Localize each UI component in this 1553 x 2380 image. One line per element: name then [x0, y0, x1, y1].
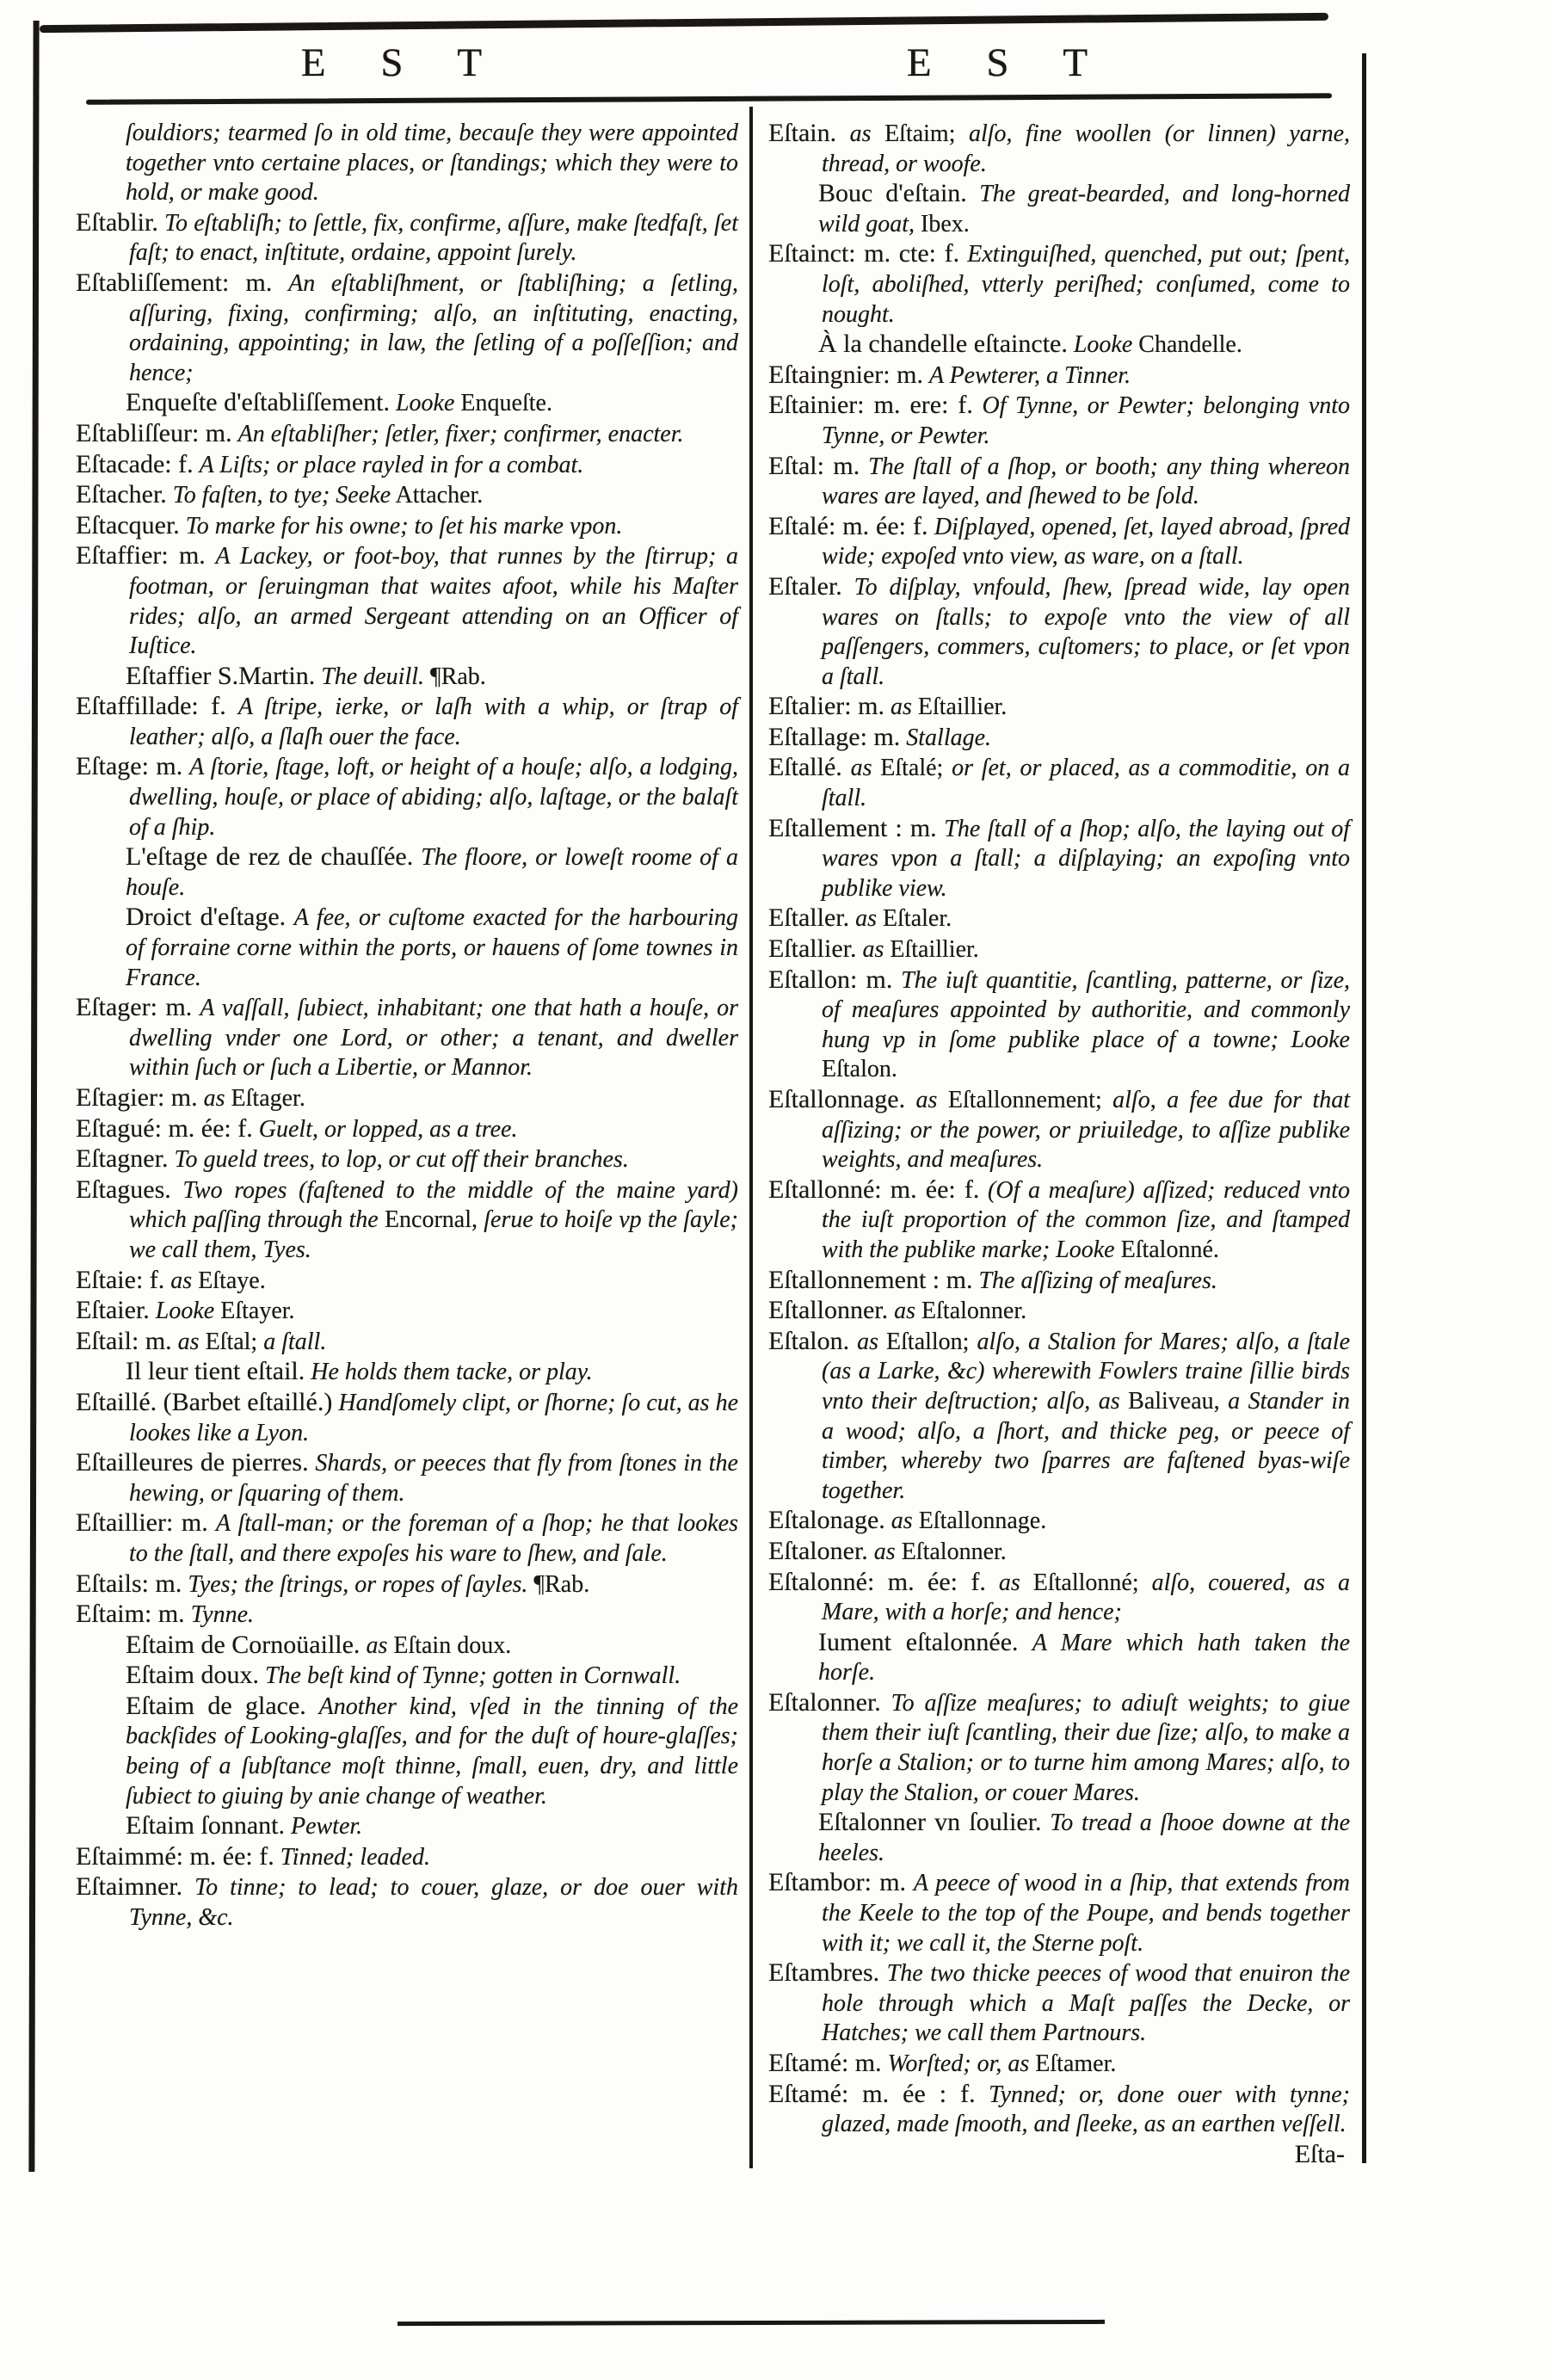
entry-definition: Stallage.: [906, 724, 992, 751]
entry-headword: Eſtain.: [768, 119, 837, 147]
entry-definition: (Of a meaſure) aſſized; reduced vnto the iuſt proportion of the common ſize, and ſtamped with the publike marke; Looke: [822, 1176, 1351, 1263]
dictionary-entry: [76, 1872, 738, 1933]
entry-definition: To marke for his owne; to ſet his marke vpon.: [185, 512, 623, 540]
entry-headword: Eſtager: m.: [76, 993, 193, 1022]
entry-headword: Eſtaim: m.: [76, 1600, 185, 1629]
entry-headword: Eſtallier.: [768, 934, 857, 964]
entry-definition: alſo, a fee due for that aſſizing; or the power, or priuiledge, to aſſize publike weights, and meaſures.: [822, 1087, 1351, 1174]
entry-definition: To eſtabliſh; to ſettle, fix, confirme, aſſure, make ſtedfaſt, ſet faſt; to enact, inſtitute, ordaine, appoint ſurely.: [129, 209, 738, 267]
entry-definition: Eſtaillier.: [890, 936, 979, 964]
entry-definition: Enqueſte.: [460, 390, 552, 417]
dictionary-entry: [76, 1842, 738, 1873]
dictionary-entry: [768, 239, 1350, 330]
entry-definition: A fee, or cuſtome exacted for the harbouring of forraine corne within the ports, or hauens of ſome townes in France.: [126, 904, 738, 991]
entry-definition: A vaſſall, ſubiect, inhabitant; one that hath a houſe, or dwelling vnder one Lord, or other; a tenant, and dweller within ſuch or ſuch a Libertie, or Mannor.: [129, 995, 738, 1082]
entry-definition: A ſtall-man; or the foreman of a ſhop; he that lookes to the ſtall, and there expoſes his ware to ſhew, and ſale.: [129, 1510, 739, 1567]
dictionary-entry: [768, 692, 1350, 723]
entry-definition: Of Tynne, or Pewter; belonging vnto Tynne, or Pewter.: [822, 392, 1351, 449]
entry-definition: as: [862, 936, 884, 964]
entry-definition: alſo, fine woollen (or linnen) yarne, thread, or woofe.: [822, 120, 1350, 177]
entry-headword: Eſtagues.: [76, 1175, 171, 1204]
entry-definition: Guelt, or lopped, as a tree.: [258, 1115, 518, 1143]
entry-definition: Eſtayer.: [220, 1298, 295, 1325]
dictionary-entry: [76, 752, 738, 842]
entry-headword: Eſtamé: m.: [768, 2049, 882, 2077]
dictionary-entry: [768, 965, 1350, 1085]
page-border-left: [28, 21, 39, 2172]
entry-headword: Eſtallonner.: [768, 1296, 889, 1325]
dictionary-entry: [76, 692, 738, 752]
column-divider: [749, 107, 753, 2168]
dictionary-entry: [768, 119, 1350, 179]
entry-headword: Eſtacquer.: [76, 510, 180, 540]
dictionary-entry: [76, 1388, 738, 1448]
entry-headword: Eſtaimner.: [76, 1872, 183, 1902]
entry-definition: To faſten, to tye; Seeke: [172, 482, 391, 509]
entry-headword: Eſtacher.: [76, 480, 167, 509]
entry-definition: The ſtall of a ſhop; alſo, the laying out of wares vpon a ſtall; a diſplaying; an expoſing vnto publike view.: [822, 815, 1351, 902]
entry-headword: Eſtaim de Cornoüaille.: [126, 1630, 361, 1659]
entry-definition: Two ropes (faſtened to the middle of the maine yard) which paſſing through the: [129, 1176, 738, 1234]
entry-definition: Chandelle.: [1138, 331, 1242, 359]
running-head-left: E S T: [300, 40, 505, 85]
dictionary-entry: [76, 1114, 738, 1145]
entry-headword: Iument eſtalonnée.: [818, 1627, 1019, 1656]
entry-definition: as: [873, 1538, 896, 1565]
entry-definition: A ſtorie, ſtage, loft, or height of a houſe; alſo, a lodging, dwelling, houſe, or place of abiding; alſo, laſtage, or the balaſt of a ſhip.: [129, 754, 739, 841]
dictionary-entry: [76, 1327, 738, 1358]
entry-definition: ¶Rab.: [533, 1570, 590, 1598]
entry-headword: Eſtaim de glace.: [126, 1691, 306, 1720]
entry-definition: Looke: [1073, 331, 1133, 359]
entry-headword: Eſtallonné: m. ée: f.: [768, 1175, 980, 1204]
entry-headword: Eſtaller.: [768, 903, 850, 933]
entry-definition: Eſtaim;: [884, 120, 956, 147]
dictionary-entry: [76, 268, 738, 388]
dictionary-entry: [76, 1083, 738, 1114]
entry-headword: Eſtallonnage.: [768, 1085, 906, 1113]
entry-definition: Looke: [395, 390, 455, 417]
dictionary-entry: [768, 1296, 1350, 1327]
running-head-right: E S T: [906, 40, 1111, 85]
entry-definition: An eſtabliſher; ſetler, fixer; confirmer, enacter.: [237, 420, 684, 447]
dictionary-entry: [768, 814, 1350, 904]
entry-headword: Eſtaier.: [76, 1296, 150, 1325]
entry-definition: Worſted; or, as: [887, 2050, 1030, 2077]
entry-definition: Tinned; leaded.: [280, 1843, 430, 1871]
entry-headword: Eſtallon: m.: [768, 965, 893, 994]
dictionary-entry: [76, 450, 738, 481]
entry-definition: as: [890, 694, 912, 721]
entry-definition: Eſtal;: [205, 1328, 258, 1355]
top-border-rule: [40, 13, 1328, 33]
entry-headword: Eſtaim ſonnant.: [126, 1811, 285, 1840]
entry-headword: Eſtallage: m.: [768, 722, 901, 751]
dictionary-entry: [768, 1175, 1350, 1266]
entry-headword: Eſtaimmé: m. ée: f.: [76, 1841, 274, 1871]
entry-definition: Encornal,: [384, 1206, 478, 1234]
entry-headword: Eſtaim doux.: [126, 1661, 259, 1690]
entry-headword: Eſtablir.: [76, 207, 158, 237]
entry-headword: Il leur tient eſtail.: [126, 1357, 305, 1386]
dictionary-entry: [76, 903, 738, 993]
dictionary-entry: [76, 1692, 738, 1811]
entry-definition: alſo, couered, as a Mare, with a horſe; and hence;: [822, 1569, 1351, 1626]
dictionary-entry: [76, 511, 738, 542]
entry-headword: Eſtamé: m. ée : f.: [768, 2079, 976, 2108]
entry-headword: Eſtagner.: [76, 1144, 169, 1174]
entry-headword: Eſtaloner.: [768, 1536, 868, 1565]
entry-definition: as: [366, 1631, 388, 1659]
entry-headword: Eſtalonner vn ſoulier.: [818, 1808, 1042, 1837]
entry-definition: A Pewterer, a Tinner.: [928, 361, 1131, 389]
right-column: [768, 119, 1350, 2169]
entry-definition: Tynne.: [190, 1601, 255, 1629]
dictionary-entry: [768, 1808, 1350, 1868]
entry-definition: The beſt kind of Tynne; gotten in Cornwall.: [264, 1662, 681, 1690]
entry-definition: The iuſt quantitie, ſcantling, patterne, or ſize, of meaſures appointed by authoritie, and commonly hung vp in ſome publike place of a towne; Looke: [822, 966, 1351, 1053]
dictionary-entry: [768, 391, 1350, 451]
entry-headword: Eſtallé.: [768, 753, 842, 782]
catchword: Eſta-: [1294, 2139, 1345, 2168]
dictionary-entry: [76, 1508, 738, 1569]
entry-headword: Eſtabliſſeur: m.: [76, 418, 232, 447]
dictionary-entry: [76, 1448, 738, 1508]
entry-definition: as: [894, 1298, 916, 1325]
entry-definition: To gueld trees, to lop, or cut off their branches.: [174, 1146, 629, 1174]
entry-definition: Looke: [155, 1298, 215, 1325]
dictionary-entry: [768, 753, 1350, 813]
dictionary-entry: [76, 1661, 738, 1692]
dictionary-entry: [768, 330, 1350, 361]
entry-definition: The ſtall of a ſhop, or booth; any thing whereon wares are layed, and ſhewed to be ſold.: [822, 453, 1350, 510]
entry-definition: Eſtalonner.: [921, 1298, 1027, 1325]
entry-headword: Eſtalier: m.: [768, 692, 884, 721]
entry-headword: Eſtail: m.: [76, 1326, 172, 1355]
entry-definition: Eſtallon;: [886, 1328, 970, 1355]
dictionary-entry: [76, 480, 738, 511]
entry-headword: Eſtaie: f.: [76, 1265, 165, 1294]
dictionary-entry: [768, 1266, 1350, 1297]
dictionary-entry: [768, 2080, 1350, 2140]
entry-headword: Eſtaillé. (Barbet eſtaillé.): [76, 1387, 333, 1416]
dictionary-entry: [768, 723, 1350, 754]
dictionary-entry: [76, 208, 738, 268]
entry-headword: Eſtallonnement : m.: [768, 1265, 973, 1294]
entry-headword: Eſtaler.: [768, 571, 842, 601]
dictionary-entry: [768, 452, 1350, 512]
entry-definition: Eſtalé;: [880, 755, 944, 782]
dictionary-entry: [76, 993, 738, 1083]
entry-definition: Eſtain doux.: [393, 1631, 512, 1659]
entry-definition: as: [850, 755, 872, 782]
entry-definition: Eſtaye.: [198, 1267, 266, 1294]
entry-definition: To diſplay, vnfould, ſhew, ſpread wide, lay open wares on ſtalls; to expoſe vnto the view of all paſſengers, commers, cuſtomers; to place, or ſet vpon a ſtall.: [822, 573, 1350, 690]
entry-headword: Eſtambres.: [768, 1958, 880, 1988]
dictionary-entry: [76, 1569, 738, 1600]
entry-definition: as: [177, 1328, 200, 1355]
dictionary-entry: [76, 1175, 738, 1266]
entry-definition: Extinguiſhed, quenched, put out; ſpent, loſt, aboliſhed, vtterly periſhed; conſumed, come to nought.: [822, 241, 1350, 328]
dictionary-entry: [768, 903, 1350, 934]
dictionary-entry: [76, 1631, 738, 1662]
dictionary-entry: [768, 1688, 1350, 1808]
entry-definition: Eſtalonné.: [1120, 1236, 1219, 1263]
dictionary-entry: [768, 1568, 1350, 1628]
entry-definition: To tinne; to lead; to couer, glaze, or doe ouer with Tynne, &c.: [129, 1874, 738, 1932]
dictionary-entry: [768, 1537, 1350, 1568]
entry-definition: To tread a ſhooe downe at the heeles.: [818, 1810, 1351, 1866]
left-column: [76, 119, 738, 1933]
dictionary-entry: [768, 1506, 1350, 1537]
entry-definition: as: [915, 1087, 938, 1113]
entry-headword: Eſtails: m.: [76, 1569, 182, 1598]
entry-definition: Ibex.: [921, 210, 970, 237]
entry-definition: Eſtamer.: [1035, 2050, 1117, 2077]
entry-headword: Eſtambor: m.: [768, 1868, 907, 1897]
entry-definition: Attacher.: [395, 482, 484, 509]
dictionary-entry: [768, 572, 1350, 692]
dictionary-entry: [768, 1327, 1350, 1507]
entry-definition: Eſtallonné;: [1032, 1569, 1139, 1596]
entry-definition: Eſtallonnage.: [918, 1508, 1047, 1535]
dictionary-entry: [76, 1144, 738, 1175]
dictionary-entry: [768, 1085, 1350, 1175]
entry-headword: Eſtaffier: m.: [76, 541, 206, 570]
entry-headword: Eſtalon.: [768, 1326, 850, 1355]
entry-headword: Eſtaffier S.Martin.: [126, 661, 316, 690]
entry-headword: Eſtaillier: m.: [76, 1508, 208, 1538]
entry-definition: as: [891, 1508, 913, 1535]
entry-headword: Eſtaingnier: m.: [768, 360, 923, 389]
entry-definition: The two thicke peeces of wood that enuiron the hole through which a Maſt paſſes the Decke, or Hatches; we call them Partnours.: [822, 1960, 1351, 2047]
entry-headword: Eſtaffillade: f.: [76, 692, 226, 721]
dictionary-entry: [768, 1628, 1350, 1688]
entry-definition: To aſſize meaſures; to adiuſt weights; to giue them their iuſt ſcantling, their due ſize; alſo, to make a horſe a Stalion; or to turne him among Mares; alſo, to play the Stalion, or couer Mares.: [822, 1689, 1350, 1806]
entry-definition: A Liſts; or place rayled in for a combat.: [199, 451, 584, 478]
entry-definition: A Mare which hath taken the horſe.: [818, 1629, 1351, 1686]
entry-definition: A ſtripe, ierke, or laſh with a whip, or ſtrap of leather; alſo, a ſlaſh ouer the face.: [129, 694, 739, 750]
dictionary-entry: [768, 179, 1350, 239]
page-border-right: [1362, 53, 1366, 2163]
dictionary-entry: [768, 1868, 1350, 1958]
entry-definition: Tynned; or, done ouer with tynne; glazed, made ſmooth, and ſleeke, as an earthen veſſell.: [822, 2081, 1350, 2138]
dictionary-entry: [768, 512, 1350, 572]
entry-headword: Eſtal: m.: [768, 451, 860, 480]
entry-definition: Eſtalonner.: [901, 1538, 1007, 1565]
entry-definition: A Lackey, or foot-boy, that runnes by the ſtirrup; a footman, or ſeruingman that waites afoot, while his Maſter rides; alſo, an armed Sergeant attending on an Officer of Iuſtice.: [129, 543, 738, 660]
entry-definition: ſerue to hoiſe vp the ſayle; we call them, Tyes.: [129, 1206, 738, 1263]
entry-definition: The great-bearded, and long-horned wild goat,: [818, 181, 1351, 237]
entry-headword: Eſtailleures de pierres.: [76, 1448, 309, 1477]
dictionary-entry: [76, 1357, 738, 1388]
entry-headword: Eſtagier: m.: [76, 1083, 198, 1112]
entry-definition: as: [203, 1085, 225, 1112]
right-column-entries: [768, 119, 1350, 2140]
entry-definition: Tyes; the ſtrings, or ropes of ſayles.: [188, 1570, 528, 1598]
entry-definition: as: [849, 120, 872, 147]
entry-definition: Handſomely clipt, or ſhorne; ſo cut, as he lookes like a Lyon.: [129, 1389, 739, 1446]
dictionary-entry: [76, 419, 738, 450]
entry-headword: Eſtainier: m. ere: f.: [768, 391, 973, 420]
entry-definition: Eſtaillier.: [917, 694, 1008, 721]
entry-definition: Diſplayed, opened, ſet, layed abroad, ſpred wide; expoſed vnto view, as ware, on a ſtall.: [822, 513, 1351, 570]
entry-definition: The deuill.: [321, 663, 424, 690]
dictionary-entry: [76, 119, 738, 208]
bottom-stray-rule: [397, 2320, 1105, 2326]
entry-definition: ſouldiors; tearmed ſo in old time, becauſe they were appointed together vnto certaine places, or ſtandings; which they were to hold, or make good.: [126, 120, 738, 207]
entry-headword: Eſtage: m.: [76, 752, 183, 781]
entry-definition: Baliveau,: [1128, 1387, 1220, 1415]
entry-headword: Eſtalonage.: [768, 1506, 885, 1535]
entry-headword: Enqueſte d'eſtabliſſement.: [126, 388, 390, 417]
entry-headword: L'eſtage de rez de chauſſée.: [126, 842, 414, 872]
entry-definition: as: [857, 1328, 879, 1355]
dictionary-entry: [76, 662, 738, 693]
header-rule: [86, 93, 1332, 105]
dictionary-entry: [768, 1958, 1350, 2049]
dictionary-entry: [76, 541, 738, 661]
dictionary-entry: [76, 842, 738, 903]
entry-definition: Shards, or peeces that fly from ſtones in the hewing, or ſquaring of them.: [129, 1450, 738, 1507]
entry-definition: The aſſizing of meaſures.: [978, 1267, 1217, 1294]
dictionary-entry: [76, 1811, 738, 1842]
dictionary-entry: [768, 934, 1350, 965]
dictionary-entry: [76, 388, 738, 419]
entry-definition: a ſtall.: [263, 1328, 327, 1355]
entry-definition: as: [855, 905, 878, 933]
entry-headword: Eſtagué: m. ée: f.: [76, 1113, 253, 1143]
entry-headword: À la chandelle eſtaincte.: [818, 330, 1068, 359]
entry-definition: A peece of wood in a ſhip, that extends from the Keele to the top of the Poupe, and bends together with it; we call it, the Sterne poſt.: [822, 1870, 1351, 1957]
entry-definition: Eſtalon.: [822, 1056, 897, 1083]
entry-headword: Eſtalonner.: [768, 1687, 881, 1717]
entry-definition: Eſtallonnement;: [947, 1087, 1102, 1113]
entry-headword: Droict d'eſtage.: [126, 903, 287, 932]
entry-definition: ¶Rab.: [430, 663, 486, 690]
dictionary-entry: [768, 361, 1350, 392]
dictionary-entry: [768, 2049, 1350, 2080]
entry-definition: or ſet, or placed, as a commoditie, on a ſtall.: [822, 755, 1351, 812]
entry-definition: as: [170, 1267, 193, 1294]
entry-headword: Eſtallement : m.: [768, 813, 937, 842]
dictionary-entry: [76, 1296, 738, 1327]
entry-headword: Eſtainct: m. cte: f.: [768, 239, 960, 268]
entry-definition: Eſtager.: [231, 1085, 305, 1112]
dictionary-entry: [76, 1600, 738, 1631]
dictionary-entry: [76, 1266, 738, 1297]
entry-definition: Another kind, vſed in the tinning of the backſides of Looking-glaſſes, and for the duſt of houre-glaſſes; being of a ſubſtance moſt thinne, ſmall, euen, dry, and little ſubiect to giuing by anie change of weather.: [126, 1693, 739, 1810]
entry-definition: a Stander in a wood; alſo, a ſhort, and thicke peg, or peece of timber, whereby two ſparres are faſtened byas-wiſe together.: [822, 1387, 1350, 1504]
entry-headword: Eſtalonné: m. ée: f.: [768, 1567, 986, 1596]
entry-definition: as: [998, 1569, 1020, 1596]
entry-headword: Eſtabliſſement: m.: [76, 268, 273, 297]
entry-headword: Eſtalé: m. ée: f.: [768, 511, 928, 540]
entry-definition: The floore, or loweſt roome of a houſe.: [126, 844, 739, 901]
entry-definition: alſo, a Stalion for Mares; alſo, a ſtale (as a Larke, &c) wherewith Fowlers traine ſillie birds vnto their deſtruction; alſo, as: [822, 1328, 1351, 1415]
entry-definition: He holds them tacke, or play.: [311, 1359, 593, 1386]
entry-definition: Eſtaler.: [883, 905, 952, 933]
entry-headword: Bouc d'eſtain.: [818, 179, 967, 208]
entry-headword: Eſtacade: f.: [76, 449, 194, 478]
entry-definition: Pewter.: [290, 1813, 363, 1840]
entry-definition: An eſtabliſhment, or ſtabliſhing; a ſetling, aſſuring, fixing, confirming; alſo, an inſtituting, enacting, ordaining, appointing; in law, the ſetling of a poſſeſſion; and hence;: [129, 269, 739, 386]
